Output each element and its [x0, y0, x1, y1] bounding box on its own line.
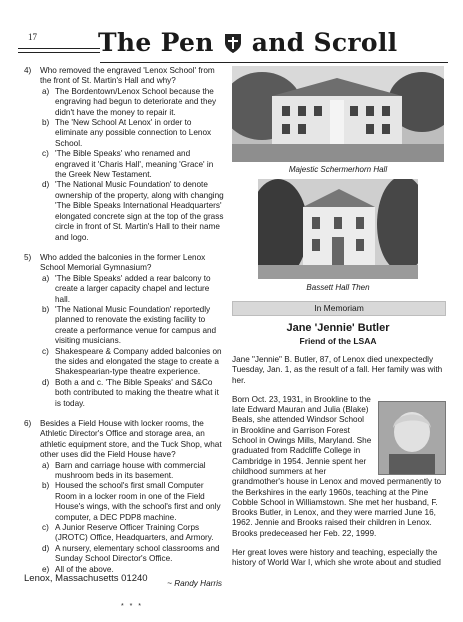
answer-item: a) 'The Bible Speaks' added a rear balcony to create a larger capacity chapel and lecture hall. [42, 273, 211, 304]
question-5 [24, 253, 224, 409]
obituary-paragraph: Born Oct. 23, 1931, in Brookline to the late Edward Mauran and Julia (Blake) Beals, she attended Windsor School in Brookline and Garrison Forest School in Owings Mills, Maryland. She graduated from Radcliffe College in Cambridge in 1954. Jennie spent her childhood summers at her grandmother's house in Lenox and moved permanently to the Berkshires in the early 1960s, teaching at the Pine Cobble School in Williamstown. She met her husband, F. Brooks Butler, in Lenox, and they were married June 16, 1962. Jennie and Brooks raised their children in Lenox. Brooks predeceased her Feb. 22, 1999. [232, 394, 442, 538]
portrait-photo [378, 401, 446, 475]
answer-item: a) The Bordentown/Lenox School because the engraving had begun to deteriorate and they didn't have the money to repair it. [42, 86, 217, 117]
newsletter-title [98, 28, 448, 57]
obituary-name: Jane 'Jennie' Butler [286, 322, 390, 334]
question-number: 6) [24, 419, 32, 428]
question-text: Besides a Field House with locker rooms, the Athletic Director's Office and storage area, an athletic equipment store, and the Tuck Shop, what other uses did the Field House have? [40, 419, 222, 460]
answer-item: b) The 'New School At Lenox' in order to eliminate any possible connection to Lenox School. [42, 118, 212, 148]
photo-caption-schermerhorn: Majestic Schermerhorn Hall [288, 165, 388, 174]
title-left: The Pen [98, 28, 214, 57]
masthead-underline [100, 62, 448, 63]
section-header-in-memoriam: In Memoriam [232, 301, 446, 316]
answer-item: b) Housed the school's first small Computer Room in a locker room in one of the Field House's wings, with the school's first and only computer, a DEC PDP8 machine. [42, 481, 221, 522]
page-number: 17 [28, 32, 37, 42]
answer-item: c) 'The Bible Speaks' who renamed and engraved it 'Charis Hall', meaning 'Grace' in the Greek New Testament. [42, 149, 214, 180]
answer-item: d) 'The National Music Foundation' to denote ownership of the property, along with changing 'The Bible Speaks International Headquarters' elongated concrete sign at the top of the grass circle in front of St. Martin's Hall to their name and logo. [42, 180, 224, 242]
bassett-hall-photo [258, 179, 418, 279]
answer-item: b) 'The National Music Foundation' reportedly planned to renovate the existing facility to create a performance venue for campus and visiting musicians. [42, 304, 217, 346]
answer-item: c) Shakespeare & Company added balconies on the sides and elongated the stage to create a Shakespearian-type theatre experience. [42, 346, 222, 377]
masthead-rule [18, 48, 100, 49]
crest-icon [223, 31, 243, 53]
quiz-column [24, 66, 224, 622]
question-number: 5) [24, 252, 32, 262]
answer-item: d) Both a and c. 'The Bible Speaks' and S&Co both contributed to making the theatre what it is today. [42, 377, 219, 408]
title-right: and Scroll [251, 28, 398, 57]
obituary-paragraph: Her great loves were history and teaching, especially the history of World War I, which she wrote about and studied [232, 548, 441, 568]
obituary-paragraph: Jane "Jennie" B. Butler, 87, of Lenox died unexpectedly Tuesday, Jan. 1, as the result of a fall. Her family was with her. [232, 355, 443, 385]
answer-item: e) All of the above. [42, 564, 114, 574]
masthead-rule [18, 52, 100, 53]
answer-item: c) A Junior Reserve Officer Training Corps (JROTC) Office, Headquarters, and Armory. [42, 523, 214, 543]
question-4 [24, 66, 224, 243]
footer-location: Lenox, Massachusetts 01240 [24, 573, 148, 584]
schermerhorn-photo [232, 66, 444, 162]
question-number: 4) [24, 66, 32, 75]
section-separator: * * * [120, 602, 144, 610]
author-signature: ~ Randy Harris [167, 579, 222, 589]
obituary-subtitle: Friend of the LSAA [299, 336, 377, 346]
answer-item: a) Barn and carriage house with commercial mushroom beds in its basement. [42, 460, 206, 481]
answer-item: d) A nursery, elementary school classrooms and Sunday School Director's Office. [42, 543, 220, 564]
question-text: Who removed the engraved 'Lenox School' from the front of St. Martin's Hall and why? [40, 66, 215, 86]
question-text: Who added the balconies in the former Lenox School Memorial Gymnasium? [40, 252, 206, 273]
masthead [18, 26, 448, 66]
obituary-text [232, 355, 446, 578]
photo-caption-bassett: Bassett Hall Then [306, 283, 370, 292]
